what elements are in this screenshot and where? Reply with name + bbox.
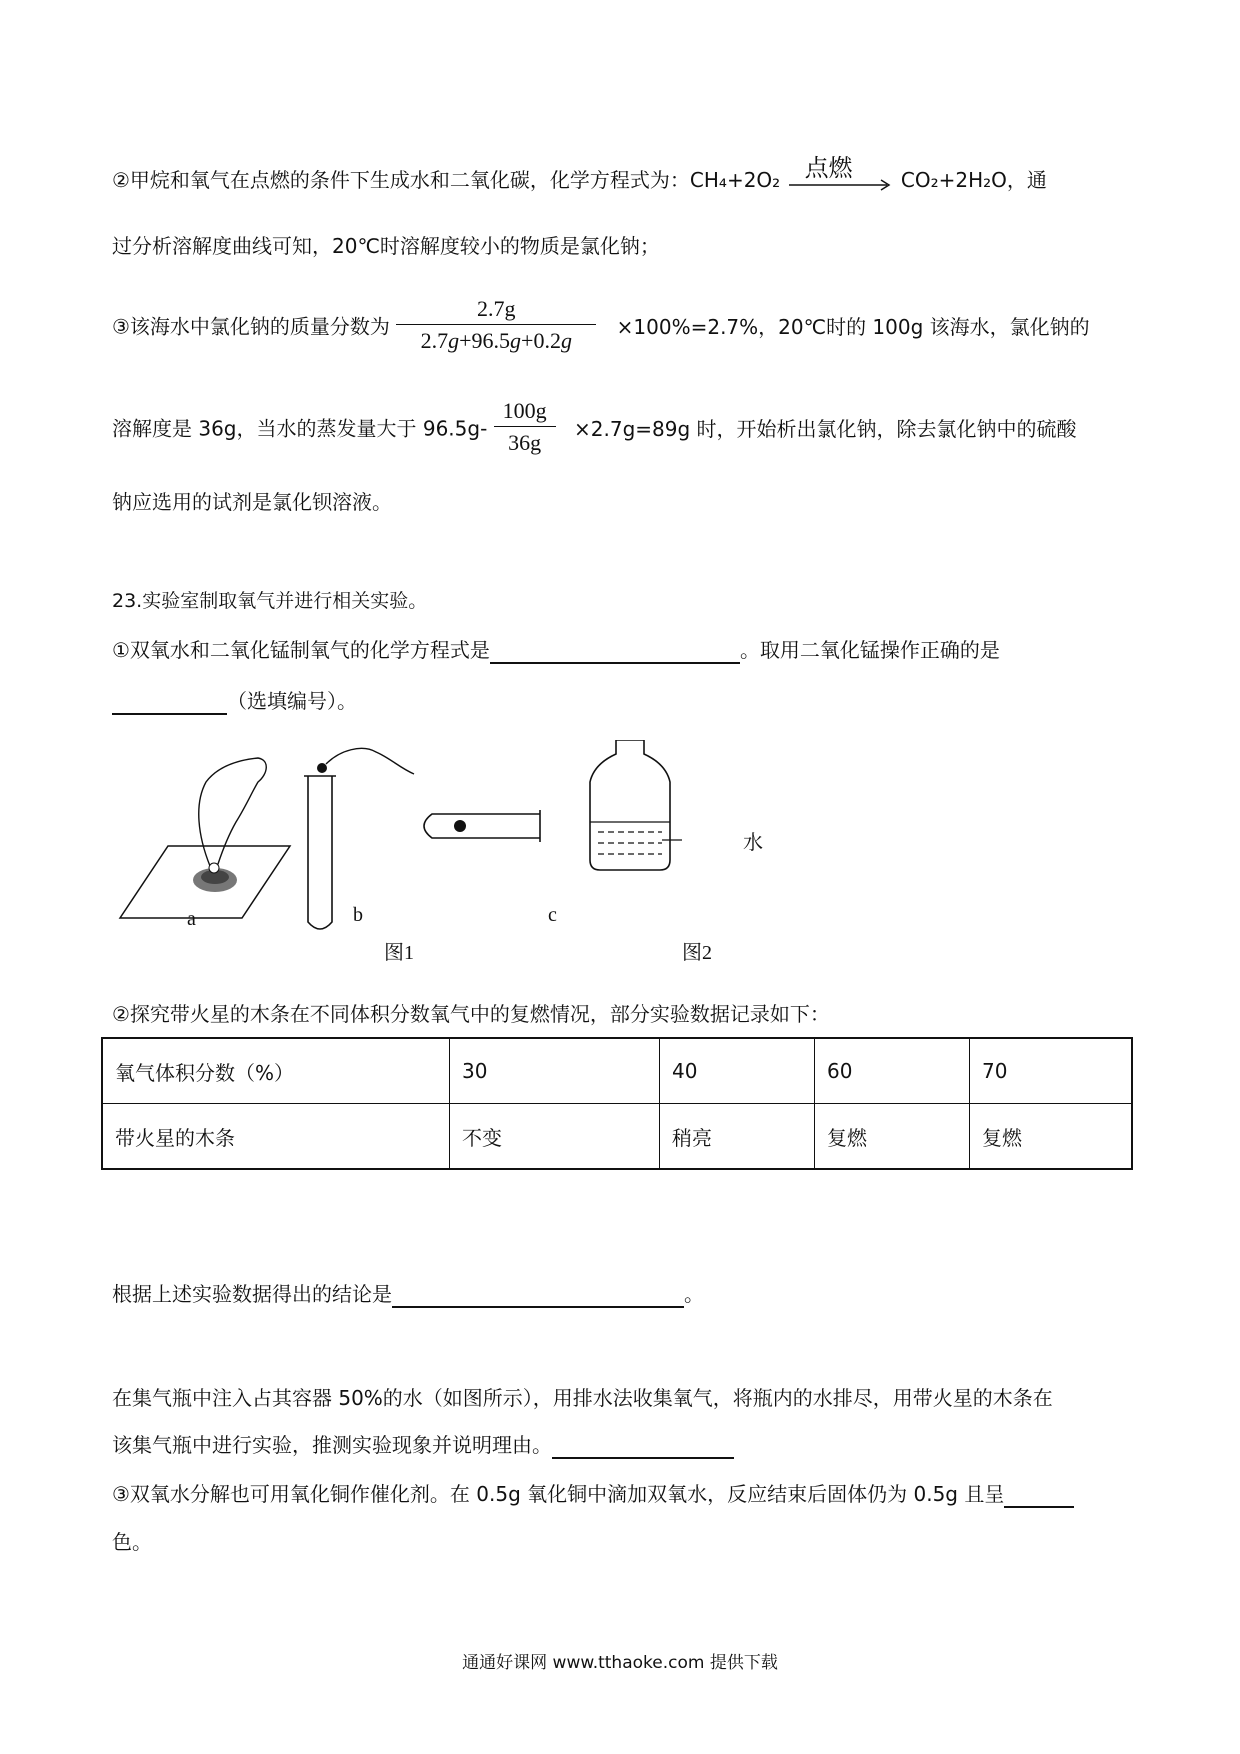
reaction-arrow	[787, 153, 895, 196]
question-part-1-cont	[112, 687, 357, 715]
paragraph-text: 溶解度是 36g，当水的蒸发量大于 96.5g-	[112, 416, 488, 441]
paper-with-powder-icon	[120, 758, 290, 918]
table-header-cell: 氧气体积分数（%）	[102, 1038, 450, 1104]
answer-blank-conclusion[interactable]	[392, 1284, 684, 1308]
arrow-icon	[787, 178, 895, 192]
table-row	[102, 1038, 1132, 1104]
question-part-2-intro: ②探究带火星的木条在不同体积分数氧气中的复燃情况，部分实验数据记录如下：	[112, 1002, 830, 1026]
paragraph-text: ×2.7g=89g 时，开始析出氯化钠，除去氯化钠中的硫酸	[574, 416, 1077, 441]
table-cell: 稍亮	[660, 1104, 815, 1170]
paragraph-text: ③该海水中氯化钠的质量分数为	[112, 314, 390, 339]
vertical-test-tube-icon	[304, 748, 414, 929]
question-text: ①双氧水和二氧化锰制氧气的化学方程式是	[112, 638, 490, 662]
fraction-denominator: 2.7g+96.5g+0.2g	[396, 324, 596, 354]
paragraph-line: 色。	[112, 1530, 152, 1554]
fraction-numerator: 100g	[502, 398, 547, 423]
question-text: （选填编号）。	[227, 689, 357, 713]
equation-text-right: CO₂+2H₂O，通	[900, 168, 1047, 192]
answer-blank-reason[interactable]	[552, 1435, 734, 1459]
question-text: 该集气瓶中进行实验，推测实验现象并说明理由。	[112, 1433, 552, 1457]
fraction-solubility	[494, 398, 556, 456]
table-cell: 40	[660, 1038, 815, 1104]
question-text: 。取用二氧化锰操作正确的是	[739, 638, 1000, 662]
answer-blank-equation[interactable]	[490, 640, 740, 664]
figure-label-c: c	[548, 904, 557, 926]
question-title: 23.实验室制取氧气并进行相关实验。	[112, 590, 428, 612]
table-cell: 70	[970, 1038, 1133, 1104]
question-part-3	[112, 1480, 1074, 1508]
question-text: 根据上述实验数据得出的结论是	[112, 1282, 392, 1306]
figure-label-a: a	[187, 908, 196, 930]
reaction-condition: 点燃	[804, 153, 853, 182]
fraction-numerator: 2.7g	[477, 296, 516, 321]
table-cell: 不变	[450, 1104, 660, 1170]
figure-2-caption: 图2	[682, 942, 712, 964]
gas-bottle-icon	[590, 740, 682, 870]
fraction-mass-percent	[396, 296, 596, 354]
water-label: 水	[743, 830, 763, 854]
reasoning-line	[112, 1431, 734, 1459]
table-cell: 30	[450, 1038, 660, 1104]
fraction-denominator: 36g	[494, 426, 556, 456]
horizontal-test-tube-icon	[424, 810, 540, 842]
table-header-cell: 带火星的木条	[102, 1104, 450, 1170]
equation-text-left: ②甲烷和氧气在点燃的条件下生成水和二氧化碳，化学方程式为：CH₄+2O₂	[112, 168, 781, 192]
paragraph-line: 过分析溶解度曲线可知，20℃时溶解度较小的物质是氯化钠；	[112, 234, 660, 258]
answer-blank-option[interactable]	[112, 691, 227, 715]
page-footer: 通通好课网 www.tthaoke.com 提供下载	[462, 1653, 778, 1673]
answer-blank-color[interactable]	[1004, 1484, 1074, 1508]
table-cell: 复燃	[970, 1104, 1133, 1170]
table-row	[102, 1104, 1132, 1170]
question-part-1	[112, 636, 1000, 664]
paragraph-text: ×100%=2.7%，20℃时的 100g 该海水，氯化钠的	[616, 314, 1090, 339]
apparatus-illustration	[110, 740, 830, 970]
figure-1-caption: 图1	[384, 942, 414, 964]
equation-line	[112, 153, 1047, 196]
table-cell: 60	[815, 1038, 970, 1104]
experiment-figure	[110, 740, 830, 970]
evaporation-line	[112, 398, 1077, 456]
mass-fraction-line	[112, 296, 1090, 354]
oxygen-data-table	[101, 1037, 1133, 1170]
question-text: ③双氧水分解也可用氧化铜作催化剂。在 0.5g 氧化铜中滴加双氧水，反应结束后固体仍为 0.5g 且呈	[112, 1482, 1005, 1506]
paragraph-line: 在集气瓶中注入占其容器 50%的水（如图所示），用排水法收集氧气，将瓶内的水排尽，用带火星的木条在	[112, 1386, 1053, 1410]
paragraph-line: 钠应选用的试剂是氯化钡溶液。	[112, 490, 392, 514]
conclusion-line	[112, 1280, 704, 1308]
question-text: 。	[684, 1282, 704, 1306]
table-cell: 复燃	[815, 1104, 970, 1170]
figure-label-b: b	[353, 904, 363, 926]
